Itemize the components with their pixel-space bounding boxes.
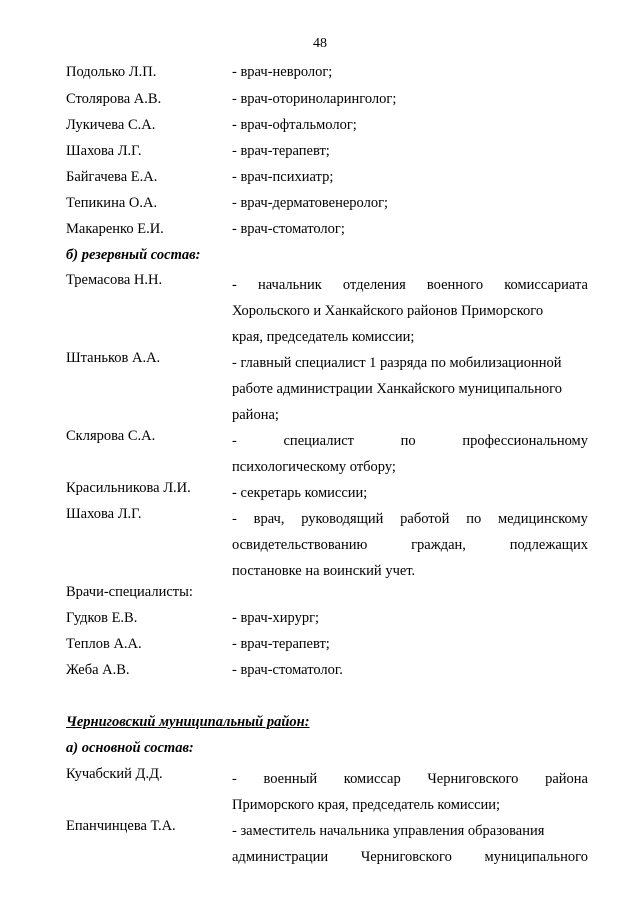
- member-role: [232, 350, 588, 428]
- member-name: Столярова А.В.: [66, 91, 162, 107]
- member-role: - врач-оториноларинголог;: [232, 91, 397, 107]
- member-name: Лукичева С.А.: [66, 117, 156, 133]
- word: профессиональному: [462, 433, 588, 449]
- member-name: Шахова Л.Г.: [66, 143, 142, 159]
- role-line: психологическому отбору;: [232, 459, 396, 475]
- member-name: Байгачева Е.А.: [66, 169, 158, 185]
- word: военного: [426, 277, 484, 293]
- word: -: [232, 433, 237, 449]
- member-name: Гудков Е.В.: [66, 610, 138, 626]
- role-line: [232, 272, 588, 298]
- word: подлежащих: [509, 537, 588, 553]
- reserve-heading: б) резервный состав:: [66, 247, 201, 263]
- member-name: Епанчинцева Т.А.: [66, 818, 176, 834]
- word: медицинскому: [497, 511, 588, 527]
- word: освидетельствованию: [232, 537, 368, 553]
- member-name: Тепикина О.А.: [66, 195, 158, 211]
- word: отделения: [342, 277, 406, 293]
- word: работой: [400, 511, 450, 527]
- role-line: работе администрации Ханкайского муниципального: [232, 381, 562, 397]
- role-line: [232, 844, 588, 870]
- word: граждан,: [411, 537, 466, 553]
- role-line: [232, 506, 588, 532]
- word: Черниговского: [360, 849, 452, 865]
- member-name: Теплов А.А.: [66, 636, 142, 652]
- role-line: района;: [232, 407, 279, 423]
- member-name: Шахова Л.Г.: [66, 506, 142, 522]
- word: по: [466, 511, 482, 527]
- word: -: [232, 277, 237, 293]
- district-heading: Черниговский муниципальный район:: [66, 714, 310, 730]
- member-role: - врач-офтальмолог;: [232, 117, 357, 133]
- member-role: - врач-терапевт;: [232, 636, 330, 652]
- role-line: - главный специалист 1 разряда по мобилизационной: [232, 355, 562, 371]
- member-role: - врач-терапевт;: [232, 143, 330, 159]
- word: специалист: [283, 433, 354, 449]
- word: Черниговского: [427, 771, 519, 787]
- role-line: [232, 428, 588, 454]
- word: врач,: [253, 511, 285, 527]
- word: комиссар: [343, 771, 401, 787]
- role-line: [232, 532, 588, 558]
- role-line: - секретарь комиссии;: [232, 485, 368, 501]
- word: администрации: [232, 849, 329, 865]
- member-name: Кучабский Д.Д.: [66, 766, 163, 782]
- role-line: - заместитель начальника управления образования: [232, 823, 545, 839]
- member-name: Красильникова Л.И.: [66, 480, 191, 496]
- member-name: Штаньков А.А.: [66, 350, 161, 366]
- member-role: - врач-стоматолог.: [232, 662, 343, 678]
- word: военный: [263, 771, 318, 787]
- role-line: Приморского края, председатель комиссии;: [232, 797, 501, 813]
- member-role: - врач-хирург;: [232, 610, 320, 626]
- member-role: - врач-психиатр;: [232, 169, 334, 185]
- member-role: [232, 818, 588, 870]
- member-name: Подолько Л.П.: [66, 64, 157, 80]
- word: начальник: [257, 277, 322, 293]
- member-role: - врач-невролог;: [232, 64, 333, 80]
- specialists-heading: Врачи-специалисты:: [66, 584, 193, 600]
- member-name: Склярова С.А.: [66, 428, 156, 444]
- member-role: [232, 766, 588, 818]
- member-role: [232, 272, 588, 350]
- word: района: [545, 771, 588, 787]
- word: -: [232, 511, 237, 527]
- member-name: Тремасова Н.Н.: [66, 272, 163, 288]
- role-line: постановке на воинский учет.: [232, 563, 416, 579]
- word: комиссариата: [504, 277, 588, 293]
- member-role: - врач-стоматолог;: [232, 221, 345, 237]
- page-number: 48: [313, 36, 327, 51]
- member-role: [232, 506, 588, 584]
- word: -: [232, 771, 237, 787]
- member-role: [232, 428, 588, 480]
- role-line: [232, 766, 588, 792]
- member-role: [232, 480, 588, 506]
- role-line: края, председатель комиссии;: [232, 329, 415, 345]
- role-line: Хорольского и Ханкайского районов Приморского: [232, 303, 544, 319]
- word: муниципального: [484, 849, 588, 865]
- member-role: - врач-дерматовенеролог;: [232, 195, 389, 211]
- member-name: Жеба А.В.: [66, 662, 130, 678]
- main-composition-heading: а) основной состав:: [66, 740, 194, 756]
- word: руководящий: [301, 511, 384, 527]
- member-name: Макаренко Е.И.: [66, 221, 164, 237]
- word: по: [400, 433, 416, 449]
